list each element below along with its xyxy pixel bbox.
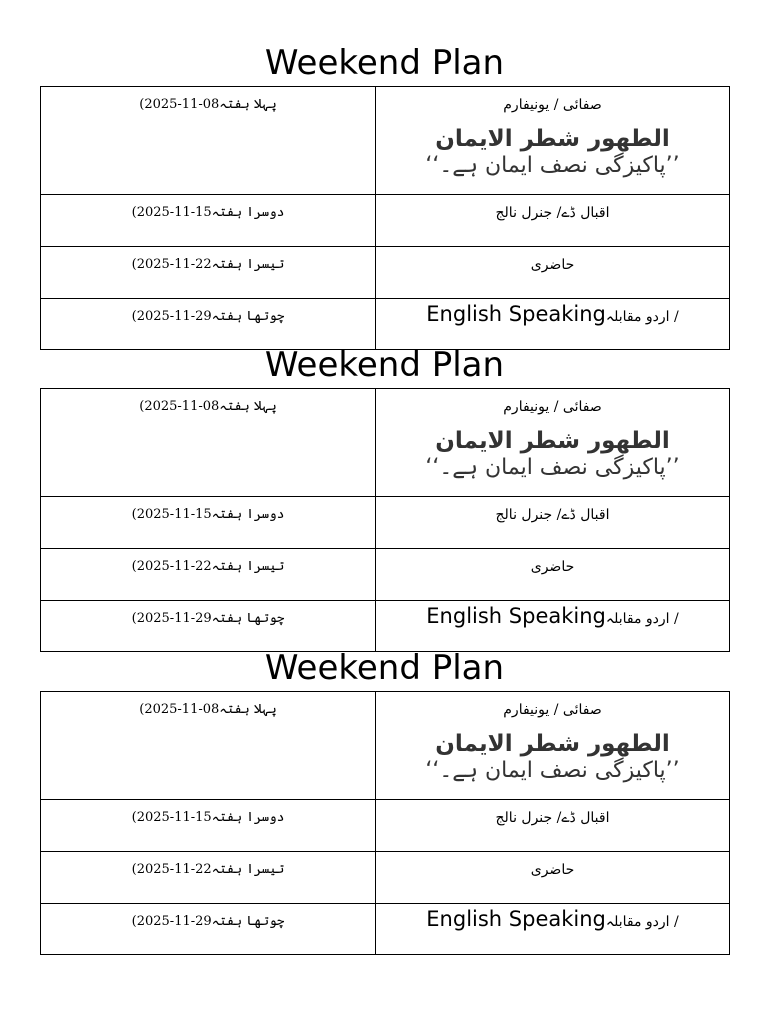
week-date: (2025-11-15 — [131, 205, 212, 220]
week-date: (2025-11-22 — [131, 257, 212, 272]
activity-text: اقبال ڈے/ جنرل نالج — [495, 205, 610, 221]
motto-arabic: الطھور شطر الایمان — [435, 126, 670, 152]
plan-title: Weekend Plan — [264, 648, 505, 688]
week-label: تیسرا ہفتہ — [211, 862, 285, 877]
table-row — [41, 852, 730, 904]
activity-text: حاضری — [530, 862, 575, 878]
table-row — [41, 800, 730, 852]
week-cell — [41, 692, 376, 800]
week-label: چوتھا ہفتہ — [211, 309, 285, 324]
weekend-plan-3 — [40, 645, 729, 955]
table-row — [41, 904, 730, 955]
week-date: (2025-11-22 — [131, 862, 212, 877]
week-label: تیسرا ہفتہ — [211, 559, 285, 574]
activity-text: اقبال ڈے/ جنرل نالج — [495, 507, 610, 523]
week-cell — [41, 549, 376, 601]
activity-cell — [376, 549, 730, 601]
activity-urdu: / اردو مقابلہ — [605, 611, 679, 627]
activity-english: English Speaking — [426, 302, 606, 326]
table-row — [41, 601, 730, 652]
week-date: (2025-11-15 — [131, 810, 212, 825]
week-cell — [41, 87, 376, 195]
activity-text: صفائی / یونیفارم — [503, 399, 602, 415]
activity-english: English Speaking — [426, 604, 606, 628]
activity-cell — [376, 195, 730, 247]
week-label: پہلا ہفتہ — [219, 399, 277, 414]
week-label: چوتھا ہفتہ — [211, 914, 285, 929]
plan-table — [40, 388, 730, 652]
activity-text: اقبال ڈے/ جنرل نالج — [495, 810, 610, 826]
activity-cell — [376, 852, 730, 904]
week-cell — [41, 247, 376, 299]
week-date: (2025-11-29 — [131, 914, 212, 929]
activity-cell — [376, 904, 730, 955]
motto-urdu: ’’پاکیزگی نصف ایمان ہے۔‘‘ — [425, 758, 680, 783]
activity-cell — [376, 800, 730, 852]
week-date: (2025-11-08 — [139, 702, 220, 717]
week-date: (2025-11-08 — [139, 97, 220, 112]
week-cell — [41, 389, 376, 497]
week-cell — [41, 800, 376, 852]
week-label: چوتھا ہفتہ — [211, 611, 285, 626]
weekend-plan-2 — [40, 342, 729, 652]
table-row — [41, 692, 730, 800]
activity-text: صفائی / یونیفارم — [503, 702, 602, 718]
week-label: دوسرا ہفتہ — [211, 205, 285, 220]
motto-urdu: ’’پاکیزگی نصف ایمان ہے۔‘‘ — [425, 153, 680, 178]
week-label: دوسرا ہفتہ — [211, 507, 285, 522]
motto-arabic: الطھور شطر الایمان — [435, 731, 670, 757]
week-date: (2025-11-29 — [131, 611, 212, 626]
plan-table — [40, 86, 730, 350]
activity-urdu: / اردو مقابلہ — [605, 309, 679, 325]
week-date: (2025-11-22 — [131, 559, 212, 574]
activity-urdu: / اردو مقابلہ — [605, 914, 679, 930]
activity-cell — [376, 389, 730, 497]
week-date: (2025-11-08 — [139, 399, 220, 414]
week-cell — [41, 904, 376, 955]
table-row — [41, 247, 730, 299]
table-row — [41, 389, 730, 497]
activity-english: English Speaking — [426, 907, 606, 931]
week-label: پہلا ہفتہ — [219, 702, 277, 717]
week-label: پہلا ہفتہ — [219, 97, 277, 112]
table-row — [41, 87, 730, 195]
plan-title: Weekend Plan — [264, 345, 505, 385]
week-date: (2025-11-29 — [131, 309, 212, 324]
activity-cell — [376, 497, 730, 549]
week-cell — [41, 601, 376, 652]
table-row — [41, 497, 730, 549]
table-row — [41, 549, 730, 601]
table-row — [41, 195, 730, 247]
motto-arabic: الطھور شطر الایمان — [435, 428, 670, 454]
activity-cell — [376, 692, 730, 800]
activity-cell — [376, 87, 730, 195]
week-label: تیسرا ہفتہ — [211, 257, 285, 272]
week-cell — [41, 852, 376, 904]
week-cell — [41, 195, 376, 247]
weekend-plan-1 — [40, 40, 729, 350]
week-label: دوسرا ہفتہ — [211, 810, 285, 825]
week-date: (2025-11-15 — [131, 507, 212, 522]
motto-urdu: ’’پاکیزگی نصف ایمان ہے۔‘‘ — [425, 455, 680, 480]
activity-text: صفائی / یونیفارم — [503, 97, 602, 113]
activity-cell — [376, 601, 730, 652]
plan-table — [40, 691, 730, 955]
activity-text: حاضری — [530, 559, 575, 575]
activity-text: حاضری — [530, 257, 575, 273]
week-cell — [41, 497, 376, 549]
activity-cell — [376, 247, 730, 299]
plan-title: Weekend Plan — [264, 43, 505, 83]
